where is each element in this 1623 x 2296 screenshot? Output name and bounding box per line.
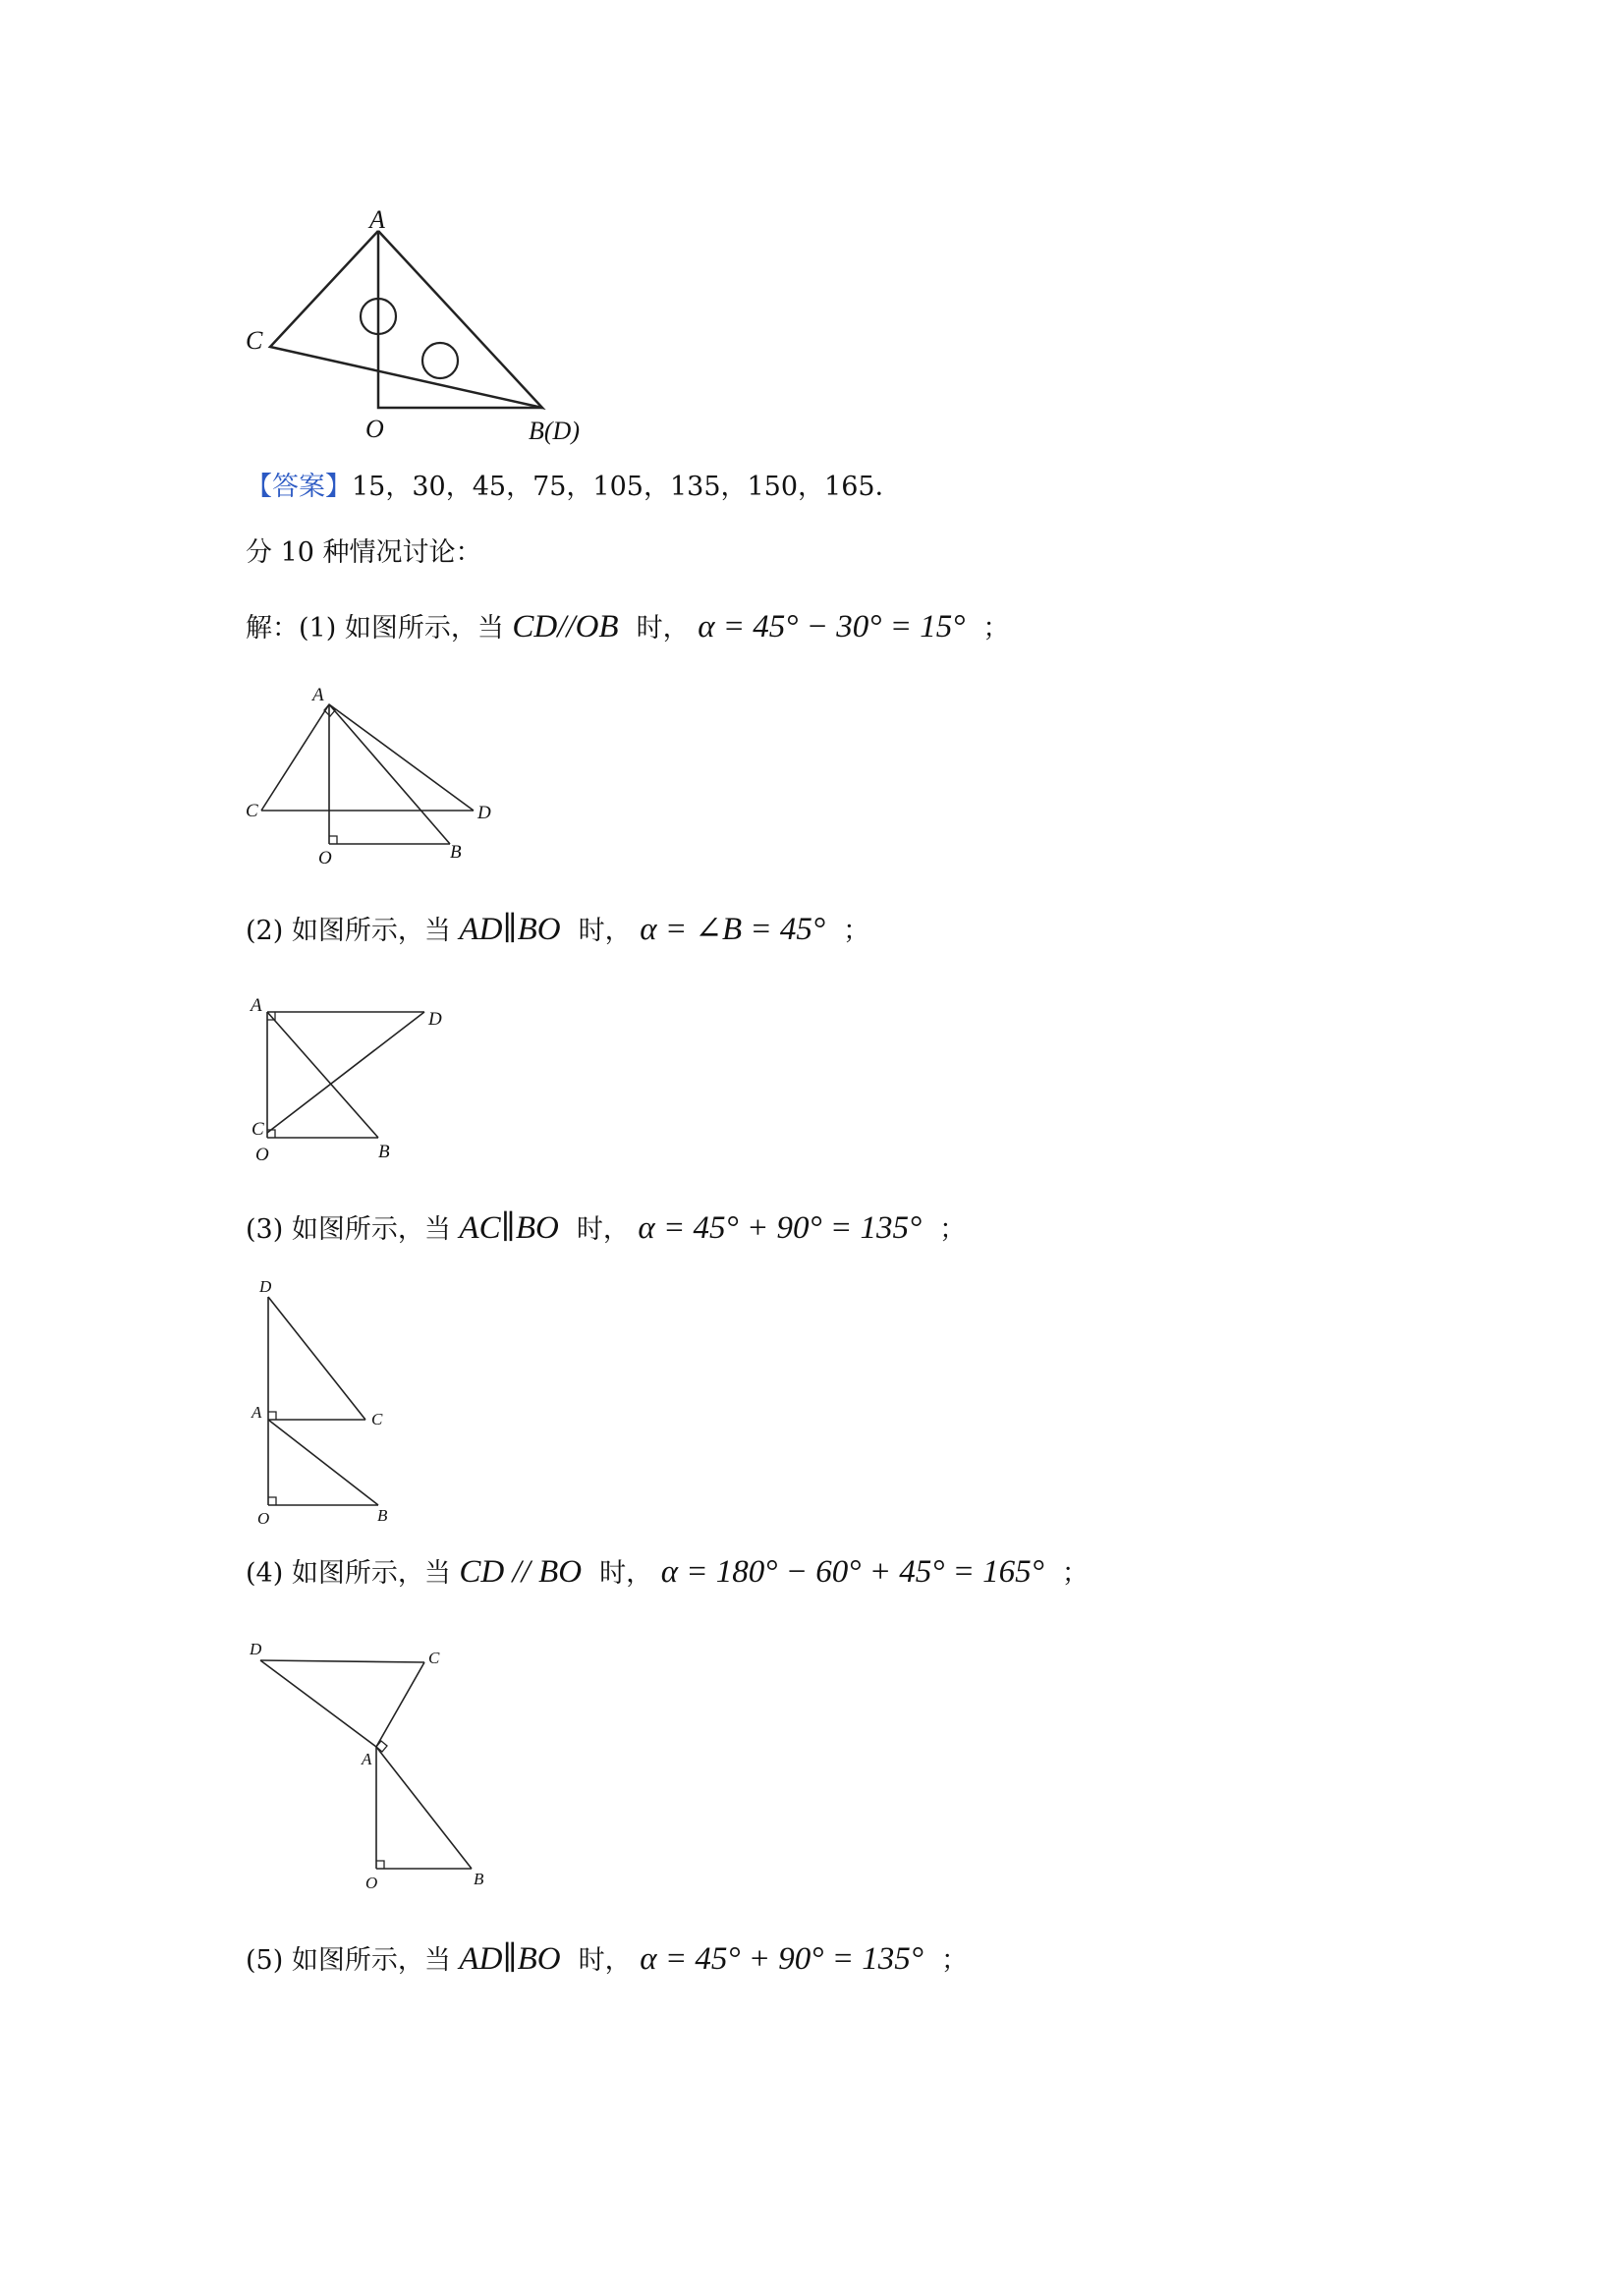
c3-label-a: A xyxy=(252,1403,262,1422)
c1-label-o: O xyxy=(318,848,332,868)
case-3-end: ； xyxy=(939,1214,967,1245)
label-o: O xyxy=(365,415,384,443)
label-bd: B(D) xyxy=(529,417,580,445)
case-4-condition: CD // BO xyxy=(459,1554,583,1590)
case-1-when: 时， xyxy=(636,613,690,644)
case-5-lead: (5) 如图所示，当 xyxy=(246,1945,451,1976)
case-3-when: 时， xyxy=(576,1214,630,1245)
c3-label-b: B xyxy=(377,1506,388,1525)
case-3-formula: α = 45° + 90° = 135° xyxy=(638,1210,923,1246)
case-3-condition: AC∥BO xyxy=(459,1210,559,1246)
case-1-end: ； xyxy=(982,613,1010,644)
c2-label-c: C xyxy=(252,1119,264,1140)
case-5-when: 时， xyxy=(578,1945,632,1976)
case-4-formula: α = 180° − 60° + 45° = 165° xyxy=(660,1554,1044,1590)
case-4-text xyxy=(246,1554,1089,1592)
c1-label-c: C xyxy=(246,801,258,821)
figure-case-2 xyxy=(246,987,462,1164)
c2-label-a: A xyxy=(251,995,262,1016)
triangle-acd xyxy=(270,231,542,408)
case-2-when: 时， xyxy=(578,916,632,946)
case-2-end: ； xyxy=(843,916,870,946)
intro-line: 分 10 种情况讨论： xyxy=(246,537,482,568)
c4-label-b: B xyxy=(474,1870,484,1888)
case-2-condition: AD∥BO xyxy=(459,912,561,947)
answer-values: 15，30，45，75，105，135，150，165． xyxy=(352,472,902,502)
c2-label-b: B xyxy=(378,1142,390,1162)
figure-case-4 xyxy=(246,1631,501,1901)
figure-case-3 xyxy=(246,1277,403,1528)
case-1-text xyxy=(246,609,1009,646)
c2-label-o: O xyxy=(255,1145,269,1165)
c1-label-d: D xyxy=(477,803,491,823)
case-1-lead: 解：(1) 如图所示，当 xyxy=(246,613,504,644)
case-5-formula: α = 45° + 90° = 135° xyxy=(640,1941,923,1977)
case-5-end: ； xyxy=(940,1945,968,1976)
c4-label-o: O xyxy=(365,1874,378,1892)
case-4-lead: (4) 如图所示，当 xyxy=(246,1558,451,1589)
c2-label-d: D xyxy=(428,1009,442,1030)
c3-label-d: D xyxy=(259,1277,272,1296)
figure-initial-triangles xyxy=(236,201,609,457)
hole-circle-2 xyxy=(422,343,458,378)
case-3-lead: (3) 如图所示，当 xyxy=(246,1214,451,1245)
case-2-lead: (2) 如图所示，当 xyxy=(246,916,451,946)
c3-label-c: C xyxy=(371,1410,383,1428)
case-4-when: 时， xyxy=(599,1558,653,1589)
case-4-end: ； xyxy=(1061,1558,1089,1589)
c1-label-a: A xyxy=(312,685,324,705)
label-a: A xyxy=(369,205,385,234)
c4-label-a: A xyxy=(362,1750,372,1768)
case-2-text xyxy=(246,912,869,949)
case-2-formula: α = ∠B = 45° xyxy=(640,912,826,947)
case-1-condition: CD//OB xyxy=(512,609,619,644)
answer-tag: 【答案】 xyxy=(246,472,352,502)
case-5-text xyxy=(246,1941,968,1979)
answer-line xyxy=(246,470,902,505)
case-5-condition: AD∥BO xyxy=(459,1941,561,1977)
case-3-text xyxy=(246,1210,966,1248)
figure-case-1 xyxy=(246,683,511,869)
label-c: C xyxy=(246,326,263,355)
c4-label-d: D xyxy=(250,1640,262,1658)
c3-label-o: O xyxy=(257,1509,270,1528)
c1-label-b: B xyxy=(450,842,462,863)
c4-label-c: C xyxy=(428,1649,440,1667)
case-1-formula: α = 45° − 30° = 15° xyxy=(698,609,966,644)
